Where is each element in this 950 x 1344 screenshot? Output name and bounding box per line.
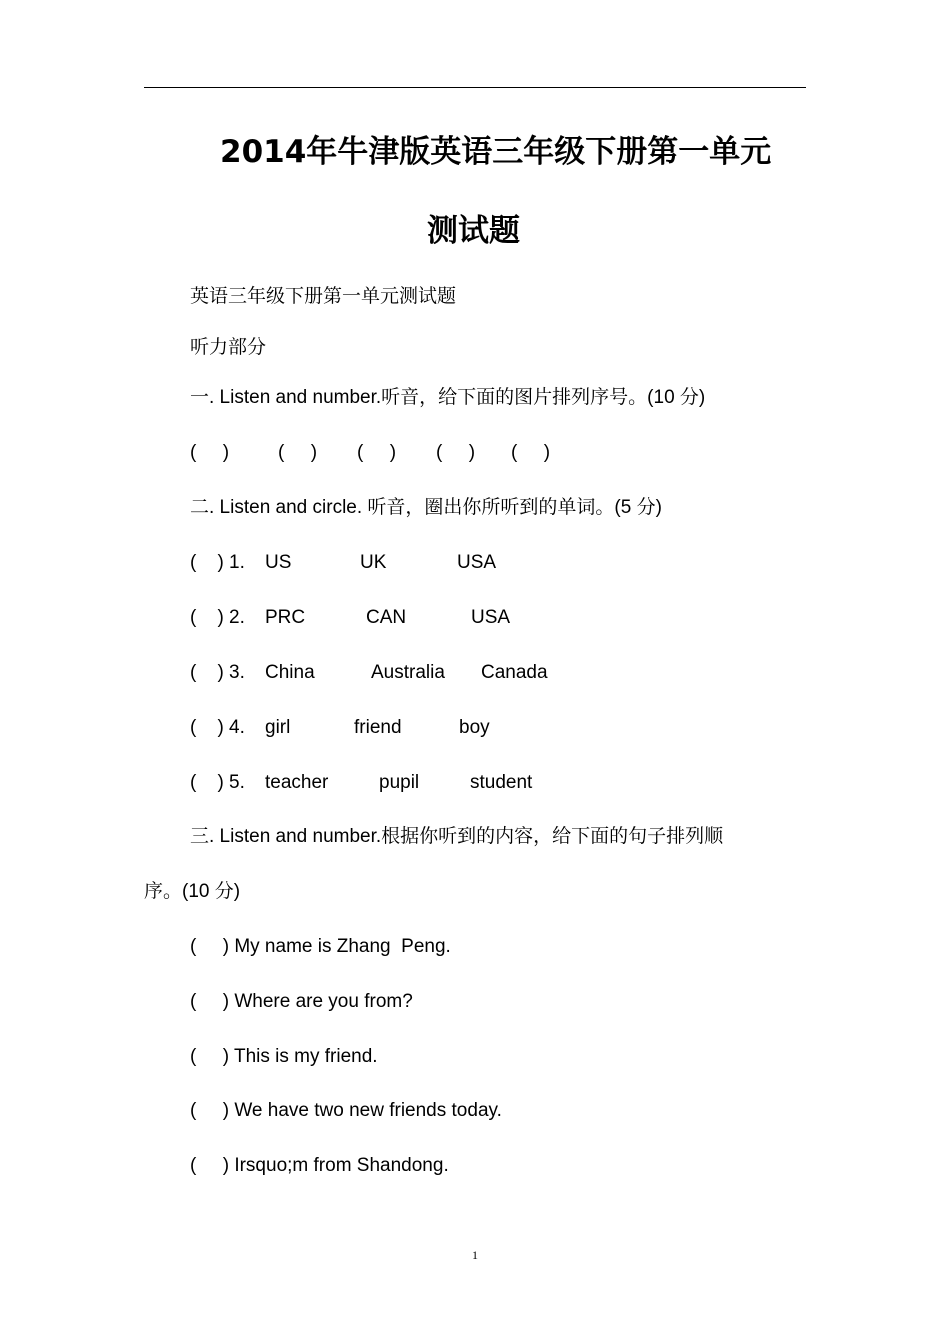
option-b: pupil [379,772,420,793]
sentence-item-3: ( ) This is my friend. [190,1046,378,1067]
option-b: UK [360,552,387,573]
blank-3: ( ) [357,442,397,463]
blank-4: ( ) [436,442,476,463]
sentence-item-5: ( ) Irsquo;m from Shandong. [190,1155,449,1176]
row-number: ( ) 5. [190,772,245,793]
row-number: ( ) 1. [190,552,245,573]
option-b: friend [354,717,402,738]
option-c: USA [457,552,497,573]
document-title-line1: 2014年牛津版英语三年级下册第一单元 [220,134,772,170]
option-a: PRC [265,607,306,628]
blank-5: ( ) [511,442,551,463]
section2-heading: 二. Listen and circle. 听音，圈出你所听到的单词。(5 分) [190,497,662,518]
section3-heading-line1: 三. Listen and number.根据你听到的内容，给下面的句子排列顺 [190,826,724,847]
option-c: Canada [481,662,548,683]
option-b: CAN [366,607,407,628]
listening-part-label: 听力部分 [190,336,267,358]
option-a: teacher [265,772,329,793]
option-a: China [265,662,315,683]
option-c: USA [471,607,511,628]
sentence-item-2: ( ) Where are you from? [190,991,413,1012]
option-c: boy [459,717,490,738]
page-number: 1 [472,1248,478,1262]
section1-heading: 一. Listen and number.听音，给下面的图片排列序号。(10 分) [190,387,706,408]
row-number: ( ) 2. [190,607,245,628]
option-a: US [265,552,292,573]
subtitle: 英语三年级下册第一单元测试题 [190,285,457,307]
blank-2: ( ) [278,442,318,463]
option-b: Australia [371,662,445,683]
option-a: girl [265,717,291,738]
header-rule [144,87,806,88]
section3-heading-line2: 序。(10 分) [144,881,241,902]
sentence-item-4: ( ) We have two new friends today. [190,1100,502,1121]
blank-1: ( ) [190,442,230,463]
row-number: ( ) 3. [190,662,245,683]
row-number: ( ) 4. [190,717,245,738]
document-title-line2: 测试题 [427,213,520,249]
option-c: student [470,772,533,793]
sentence-item-1: ( ) My name is Zhang Peng. [190,936,451,957]
